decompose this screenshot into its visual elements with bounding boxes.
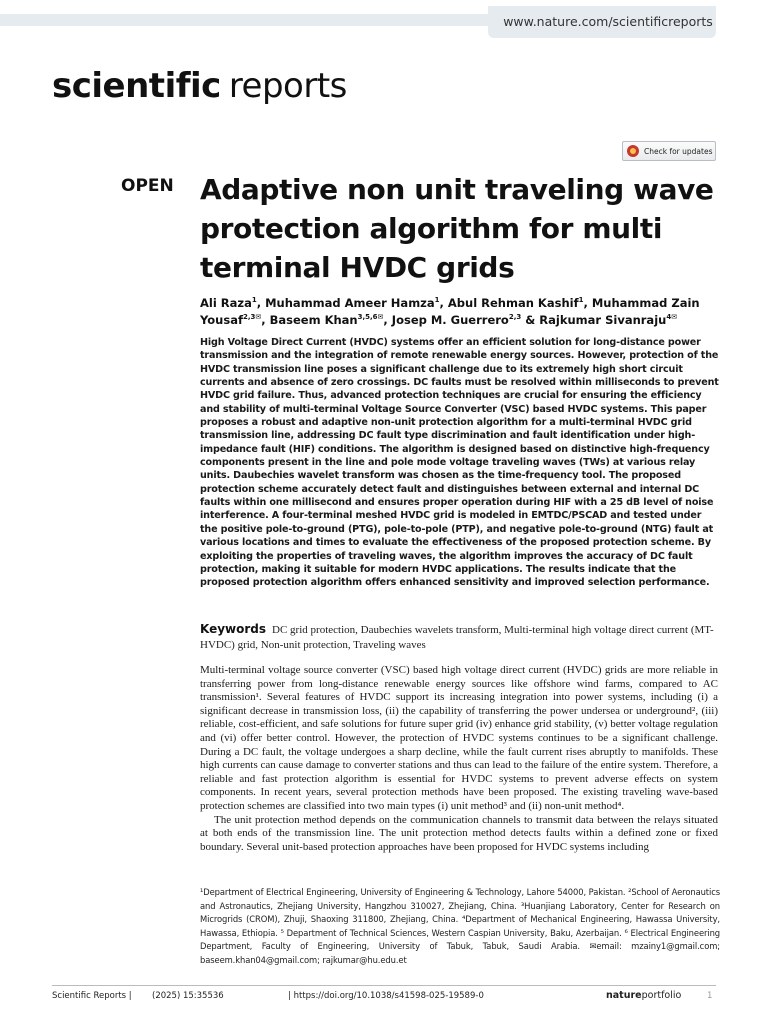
- page-footer: [52, 991, 716, 1005]
- author-separator: ,: [439, 296, 448, 310]
- article-title: Adaptive non unit traveling wave protection algorithm for multi terminal HVDC grids: [200, 173, 714, 284]
- author-list: [200, 295, 720, 329]
- author-affiliation: 4✉: [666, 313, 678, 322]
- footer-journal: Scientific Reports |: [52, 991, 132, 1001]
- author-affiliation: 1: [251, 296, 257, 305]
- author-separator: ,: [261, 313, 270, 327]
- journal-name-bold: scientific: [52, 66, 221, 106]
- keywords-text: DC grid protection, Daubechies wavelets transform, Multi-terminal high voltage direct current (MT-HVDC) grid, Non-unit protection, Traveling waves: [200, 624, 714, 651]
- author-name[interactable]: Baseem Khan: [269, 313, 358, 327]
- author-separator: ,: [256, 296, 266, 310]
- author-name[interactable]: Muhammad Zain Yousaf: [200, 296, 700, 327]
- header-bar: [0, 14, 488, 26]
- author-affiliation: 3,5,6✉: [357, 313, 384, 322]
- author-affiliation: 2,3✉: [242, 313, 262, 322]
- nature-portfolio-logo: [606, 990, 681, 1001]
- journal-url-link[interactable]: www.nature.com/scientificreports: [503, 14, 713, 29]
- journal-logo[interactable]: [52, 66, 347, 106]
- affiliations-footnote: ¹Department of Electrical Engineering, University of Engineering & Technology, Lahore 54000, Pakistan. ²School of Aeronautics and Astronautics, Zhejiang University, Hangzhou 310027, Zhejiang, China. ³Huanjiang Laboratory, Center for Research on Microgrids (CROM), Zhuji, Shaoxing 311800, Zhejiang, China. ⁴Department of Mechanical Engineering, Hawassa University, Hawassa, Ethiopia. ⁵ Department of Technical Sciences, Western Caspian University, Baku, Azerbaijan. ⁶ Electrical Engineering Department, Faculty of Engineering, University of Tabuk, Tabuk, Saudi Arabia. ✉email: mzainy1@gmail.com; baseem.khan04@gmail.com; rajkumar@hu.edu.et: [200, 887, 720, 965]
- footer-citation: (2025) 15:35536: [152, 991, 224, 1001]
- article-body: [200, 664, 718, 854]
- author-name[interactable]: Abul Rehman Kashif: [447, 296, 579, 310]
- brand-bold: nature: [606, 990, 642, 1001]
- author-separator: ,: [383, 313, 392, 327]
- body-paragraph: Multi-terminal voltage source converter (VSC) based high voltage direct current (HVDC) grids are more reliable in transferring power from long-distance renewable energy sources like offshore wind farms, compared to AC transmission¹. Several features of HVDC support its increasing integration into power systems, including (i) a significant decrease in transmission loss, (ii) the capability of transferring the power undersea or underground², (iii) reliable, cost-efficient, and safe solutions for future super grid (iv) enhance grid stability, (v) better voltage regulation and (vi) offer better control. However, the protection of HVDC systems continues to be a significant challenge. During a DC fault, the voltage undergoes a sharp decline, while the fault current rises abruptly to manifolds. These high currents can cause damage to converter stations and thus can lead to the failure of the entire system. Therefore, a reliable and fast protection algorithm is essential for HVDC systems to prevent adverse effects on system components. In recent years, several protection methods have been proposed. The existing traveling wave-based protection schemes are classified into two main types (i) unit method³ and (ii) non-unit method⁴.: [200, 664, 718, 812]
- footer-divider: [52, 985, 716, 986]
- journal-name-light: reports: [228, 66, 347, 106]
- site-header: [0, 0, 768, 42]
- body-paragraph: The unit protection method depends on the communication channels to transmit data between the relays situated at both ends of the transmission line. The unit protection method detects faults within a defined zone or fixed boundary. Several unit-based protection approaches have been proposed for HVDC systems including: [200, 813, 718, 853]
- author-affiliation: 2,3: [508, 313, 522, 322]
- abstract: High Voltage Direct Current (HVDC) systems offer an efficient solution for long-distance power transmission and the integration of remote renewable energy sources. However, protection of the HVDC transmission line poses a significant challenge due to its extremely high short circuit currents and absence of zero crossings. DC faults must be resolved within milliseconds to prevent HVDC grid failure. Thus, advanced protection techniques are crucial for ensuring the efficiency and stability of multi-terminal Voltage Source Converter (VSC) based HVDC systems. This paper proposes a robust and adaptive non-unit protection algorithm for a multi-terminal HVDC grid transmission line, addressing DC fault type discrimination and fault identification under high-impedance fault (HIF) conditions. The algorithm is designed based on distinctive high-frequency components present in the line and pole mode voltage traveling waves (TWs) at various relay units. Daubechies wavelet transform was chosen as the time-frequency tool. The proposed protection scheme accurately detect fault and distinguishes between external and internal DC faults within one millisecond and ensures proper operation during HIF with a 25 dB level of noise interference. A four-terminal meshed HVDC grid is modeled in EMTDC/PSCAD and tested under the positive pole-to-ground (PTG), pole-to-pole (PTP), and negative pole-to-ground (NTG) fault at various locations and times to evaluate the effectiveness of the proposed protection scheme. By exploiting the properties of traveling waves, the algorithm improves the accuracy of DC fault protection, making it suitable for modern HVDC applications. The results indicate that the proposed protection algorithm offers enhanced sensitivity and improved selection performance.: [200, 337, 719, 589]
- keywords-heading: Keywords: [200, 622, 267, 636]
- author-affiliation: 1: [578, 296, 584, 305]
- author-name[interactable]: Josep M. Guerrero: [391, 313, 509, 327]
- author-name[interactable]: Muhammad Ameer Hamza: [265, 296, 435, 310]
- author-name[interactable]: Rajkumar Sivanraju: [539, 313, 667, 327]
- author-affiliation: 1: [434, 296, 440, 305]
- author-name[interactable]: Ali Raza: [200, 296, 252, 310]
- keywords: [200, 622, 720, 653]
- brand-light: portfolio: [641, 990, 682, 1001]
- page-number: 1: [707, 991, 713, 1001]
- crossmark-icon: [627, 145, 639, 157]
- author-separator: ,: [583, 296, 592, 310]
- open-access-label: OPEN: [121, 176, 174, 196]
- doi-link[interactable]: | https://doi.org/10.1038/s41598-025-19589-0: [288, 991, 484, 1001]
- check-for-updates-button[interactable]: [622, 141, 716, 161]
- check-for-updates-label: Check for updates: [644, 146, 713, 156]
- author-separator: &: [521, 313, 540, 327]
